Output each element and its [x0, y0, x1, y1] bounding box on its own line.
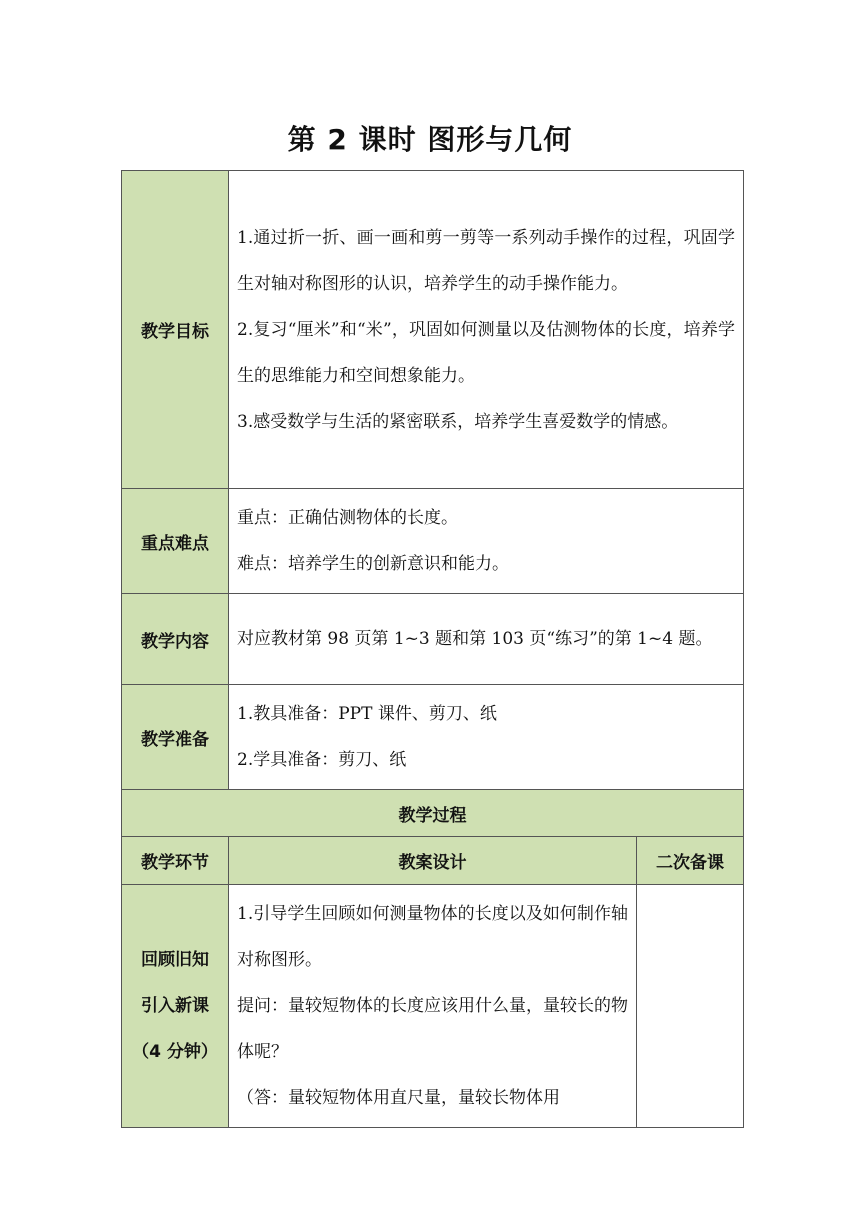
difficulty-item: 难点：培养学生的创新意识和能力。: [237, 554, 509, 574]
key-points-label: 重点难点: [122, 489, 229, 594]
objective-item: 2.复习“厘米”和“米”，巩固如何测量以及估测物体的长度，培养学生的思维能力和空间想象能力。: [237, 319, 735, 386]
process-header-row: [122, 790, 744, 837]
objective-item: 1.通过折一折、画一画和剪一剪等一系列动手操作的过程，巩固学生对轴对称图形的认识，培养学生的动手操作能力。: [237, 227, 735, 294]
content-label: 教学内容: [122, 594, 229, 685]
stage1-row: [122, 885, 744, 1128]
page-title: 第 2 课时 图形与几何: [287, 123, 573, 156]
stage1-paragraph: 1.引导学生回顾如何测量物体的长度以及如何制作轴对称图形。: [237, 904, 628, 970]
objectives-label: 教学目标: [122, 171, 229, 489]
col-stage-header: 教学环节: [122, 837, 229, 885]
preparation-item: 1.教具准备：PPT 课件、剪刀、纸: [237, 704, 497, 724]
content-text: 对应教材第 98 页第 1~3 题和第 103 页“练习”的第 1~4 题。: [237, 629, 713, 649]
stage1-notes-cell: [637, 885, 744, 1128]
stage1-label-line: （4 分钟）: [132, 1042, 218, 1062]
key-point-item: 重点：正确估测物体的长度。: [237, 508, 458, 528]
preparation-label: 教学准备: [122, 685, 229, 790]
key-points-cell: [229, 489, 744, 594]
lesson-plan-table: [121, 170, 744, 1128]
objectives-cell: [229, 171, 744, 489]
stage1-design-cell: [229, 885, 637, 1128]
stage1-label-line: 引入新课: [141, 996, 209, 1016]
col-notes-header: 二次备课: [637, 837, 744, 885]
col-design-header: 教案设计: [229, 837, 637, 885]
content-cell: [229, 594, 744, 685]
content-row: [122, 594, 744, 685]
preparation-row: [122, 685, 744, 790]
column-header-row: [122, 837, 744, 885]
stage1-paragraph: 提问：量较短物体的长度应该用什么量，量较长的物体呢？: [237, 996, 628, 1062]
key-points-row: [122, 489, 744, 594]
preparation-cell: [229, 685, 744, 790]
stage1-label-line: 回顾旧知: [141, 950, 209, 970]
process-label: 教学过程: [122, 790, 744, 837]
objectives-row: [122, 171, 744, 489]
stage1-paragraph: （答：量较短物体用直尺量，量较长物体用: [237, 1088, 560, 1108]
stage1-label: [122, 885, 229, 1128]
objective-item: 3.感受数学与生活的紧密联系，培养学生喜爱数学的情感。: [237, 411, 679, 432]
preparation-item: 2.学具准备：剪刀、纸: [237, 750, 407, 770]
